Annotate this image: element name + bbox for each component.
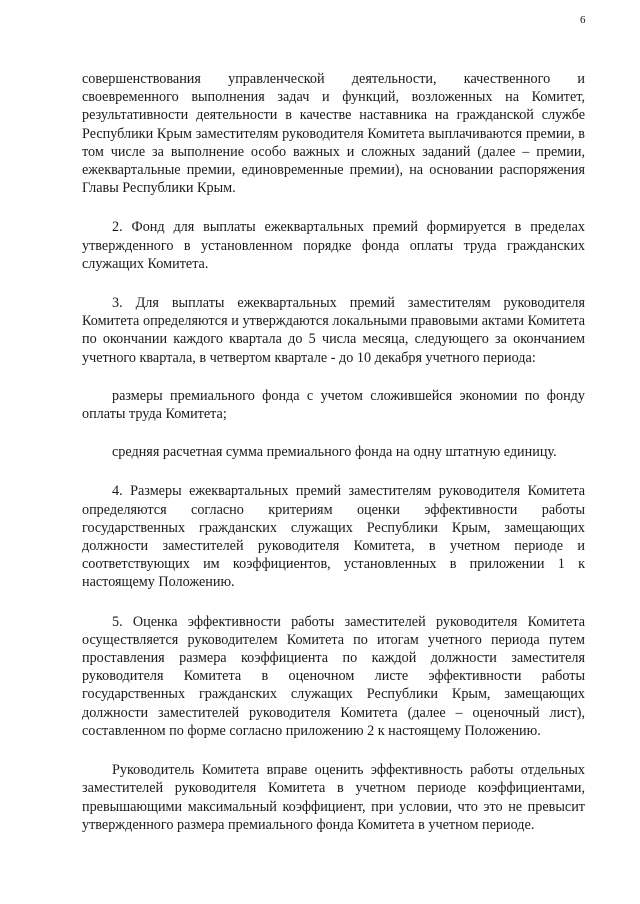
page-number: 6: [580, 14, 586, 26]
paragraph-2: 2. Фонд для выплаты ежеквартальных премий формируется в пределах утвержденного в установленном порядке фонда оплаты труда гражданских служащих Комитета.: [82, 219, 585, 272]
document-body: [82, 70, 585, 834]
paragraph-4: размеры премиального фонда с учетом сложившейся экономии по фонду оплаты труда Комитета;: [82, 387, 585, 423]
paragraph-3: 3. Для выплаты ежеквартальных премий заместителям руководителя Комитета определяются и утверждаются локальными правовыми актами Комитета по окончании каждого квартала до 5 числа месяца, следующего за окончанием учетного квартала, в четвертом квартале - до 10 декабря учетного периода:: [82, 295, 585, 366]
paragraph-5: средняя расчетная сумма премиального фонда на одну штатную единицу.: [112, 444, 557, 461]
paragraph-8: Руководитель Комитета вправе оценить эффективность работы отдельных заместителей руководителя Комитета в учетном периоде коэффициентами, превышающими максимальный коэффициент, при условии, что это не превысит утвержденного размера премиального фонда Комитета в учетном периоде.: [82, 762, 585, 833]
paragraph-7: 5. Оценка эффективности работы заместителей руководителя Комитета осуществляется руководителем Комитета по итогам учетного периода путем проставления размера коэффициента по каждой должности заместителя руководителя Комитета в оценочном листе эффективности работы государственных гражданских служащих Республики Крым, замещающих должности заместителей руководителя Комитета (далее – оценочный лист), составленном по форме согласно приложению 2 к настоящему Положению.: [82, 613, 585, 739]
paragraph-1: совершенствования управленческой деятельности, качественного и своевременного выполнения задач и функций, возложенных на Комитет, результативности деятельности в качестве наставника на гражданской службе Республики Крым заместителям руководителя Комитета выплачиваются премии, в том числе за выполнение особо важных и сложных заданий (далее – премии, ежеквартальные премии, единовременные премии), на основании распоряжения Главы Республики Крым.: [82, 71, 585, 197]
paragraph-6: 4. Размеры ежеквартальных премий заместителям руководителя Комитета определяются согласно критериям оценки эффективности работы государственных гражданских служащих Республики Крым, замещающих должности заместителей руководителя Комитета, в учетном периоде и соответствующих им коэффициентов, установленных в приложении 1 к настоящему Положению.: [82, 483, 585, 591]
